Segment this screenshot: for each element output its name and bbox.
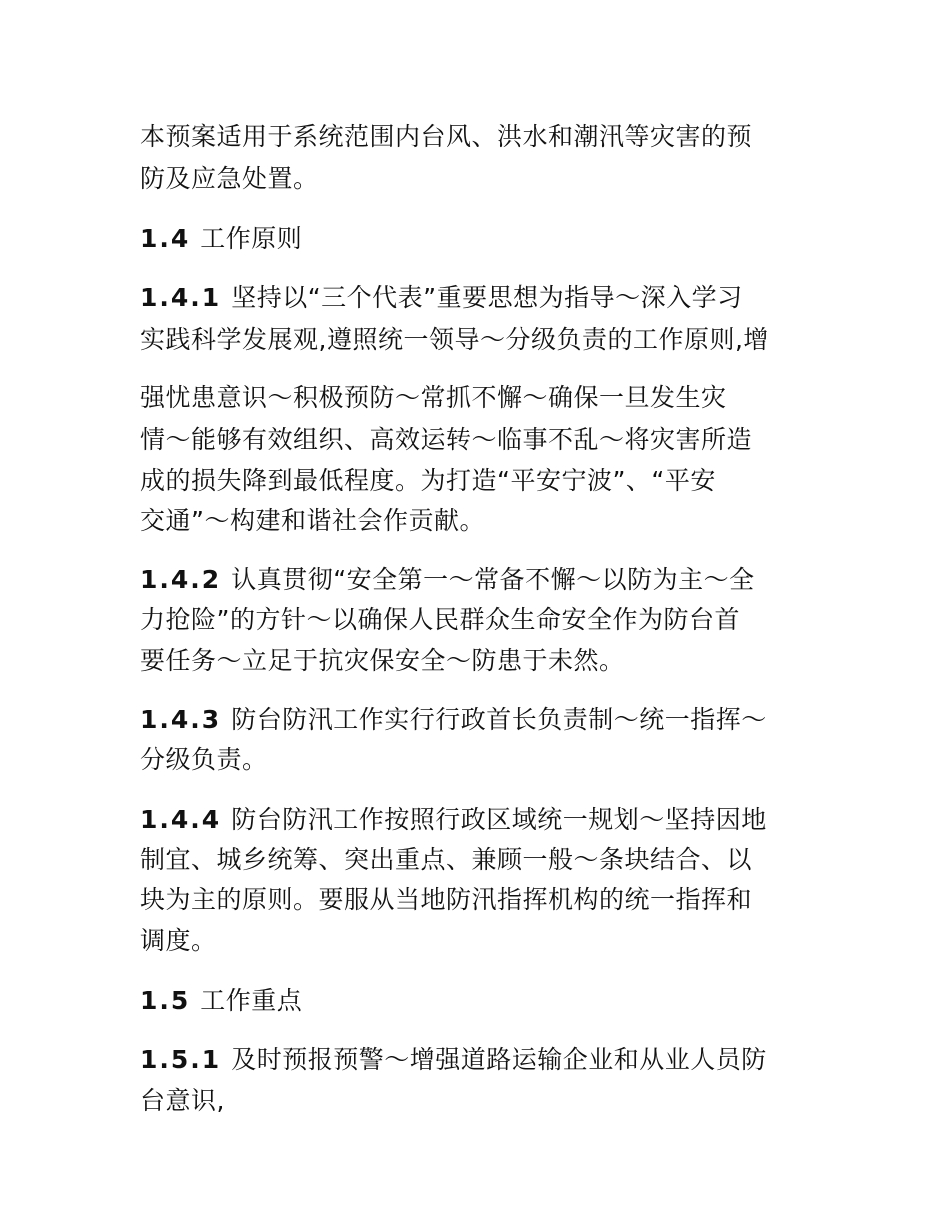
intro-text: 本预案适用于系统范围内台风、洪水和潮汛等灾害的预 [140,122,753,151]
clause-1-4-1-line-4 [140,423,752,457]
clause-1-4-1-line-5 [140,464,716,498]
clause-number: 1.4.4 [140,805,222,834]
clause-1-4-1-line-3 [140,381,727,415]
clause-text: 及时预报预警～增强道路运输企业和从业人员防 [231,1045,767,1074]
clause-1-5-1-line-1 [140,1043,767,1077]
clause-text: 调度。 [140,926,217,955]
clause-text: 防台防汛工作实行行政首长负责制～统一指挥～ [231,705,767,734]
clause-number: 1.5.1 [140,1045,222,1074]
clause-text: 台意识, [140,1086,225,1115]
clause-text: 制宜、城乡统筹、突出重点、兼顾一般～条块结合、以 [140,845,753,874]
clause-text: 防台防汛工作按照行政区域统一规划～坚持因地 [231,805,767,834]
section-title: 工作重点 [200,986,303,1015]
clause-text: 要任务～立足于抗灾保安全～防患于未然。 [140,646,625,675]
clause-text: 分级负责。 [140,745,268,774]
clause-1-4-1-line-6 [140,504,485,538]
clause-1-4-1-line-1 [140,281,743,315]
clause-number: 1.4.3 [140,705,222,734]
clause-text: 强忧患意识～积极预防～常抓不懈～确保一旦发生灾 [140,383,727,412]
clause-text: 坚持以“三个代表”重要思想为指导～深入学习 [231,283,743,312]
clause-text: 成的损失降到最低程度。为打造“平安宁波”、“平安 [140,466,716,495]
intro-line-2 [140,162,319,196]
clause-1-4-4-line-2 [140,843,752,877]
clause-1-4-3-line-2 [140,743,268,777]
clause-1-4-4-line-4 [140,924,217,958]
section-heading-1-4 [140,222,302,256]
clause-1-4-2-line-2 [140,603,740,637]
section-heading-1-5 [140,984,302,1018]
clause-1-4-1-line-2 [140,323,769,357]
clause-1-4-2-line-3 [140,644,625,678]
section-number: 1.5 [140,986,191,1015]
intro-line-1 [140,120,752,154]
clause-1-5-1-line-2 [140,1084,225,1118]
clause-1-4-2-line-1 [140,563,755,597]
clause-text: 认真贯彻“安全第一～常备不懈～以防为主～全 [231,565,755,594]
clause-1-4-4-line-3 [140,883,752,917]
clause-text: 交通”～构建和谐社会作贡献。 [140,506,485,535]
intro-text: 防及应急处置。 [140,164,319,193]
clause-1-4-4-line-1 [140,803,767,837]
section-number: 1.4 [140,224,191,253]
section-title: 工作原则 [200,224,303,253]
clause-number: 1.4.1 [140,283,222,312]
clause-text: 实践科学发展观,遵照统一领导～分级负责的工作原则,增 [140,325,769,354]
clause-1-4-3-line-1 [140,703,767,737]
clause-text: 力抢险”的方针～以确保人民群众生命安全作为防台首 [140,605,740,634]
clause-text: 情～能够有效组织、高效运转～临事不乱～将灾害所造 [140,425,753,454]
clause-number: 1.4.2 [140,565,222,594]
clause-text: 块为主的原则。要服从当地防汛指挥机构的统一指挥和 [140,885,753,914]
